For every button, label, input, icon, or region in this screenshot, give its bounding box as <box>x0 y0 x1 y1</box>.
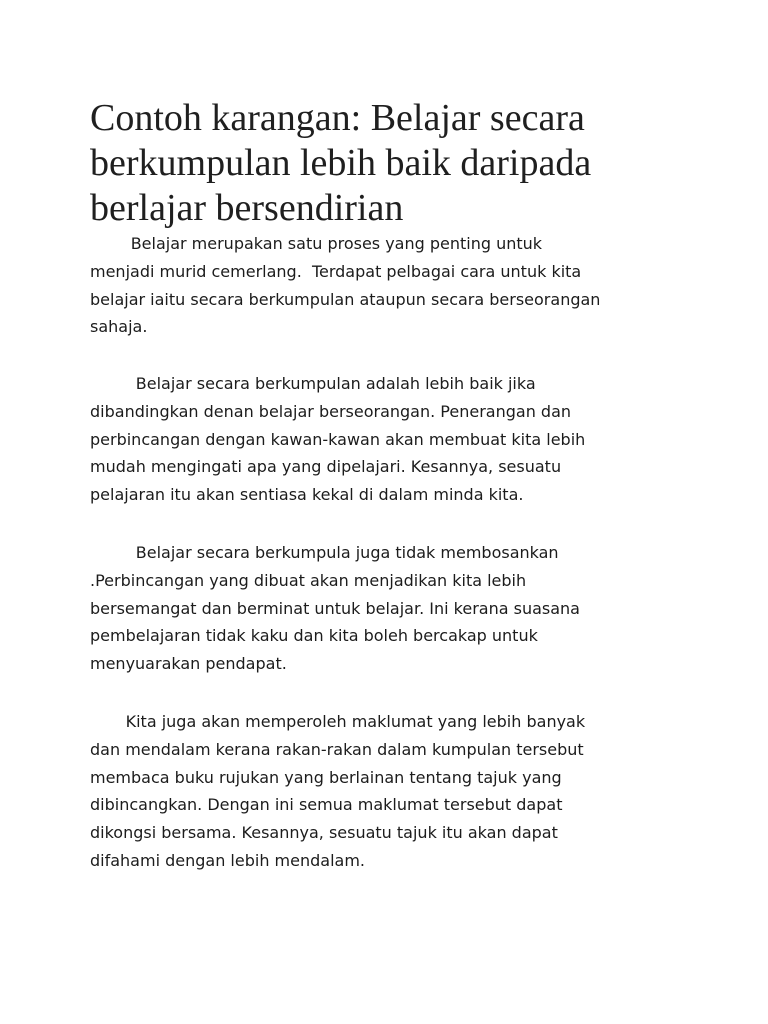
essay-paragraph-1: Belajar merupakan satu proses yang penting untuk menjadi murid cemerlang. Terdapat pelbagai cara untuk kita belajar iaitu secara berkumpulan ataupun secara berseorangan sahaja. <box>90 234 601 337</box>
essay-paragraph-3: Belajar secara berkumpula juga tidak membosankan .Perbincangan yang dibuat akan menjadikan kita lebih bersemangat dan berminat untuk belajar. Ini kerana suasana pembelajaran tidak kaku dan kita boleh bercakap untuk menyuarakan pendapat. <box>90 543 580 674</box>
essay-paragraph-2: Belajar secara berkumpulan adalah lebih baik jika dibandingkan denan belajar berseorangan. Penerangan dan perbincangan dengan kawan-kawan akan membuat kita lebih mudah mengingati apa yang dipelajari. Kesannya, sesuatu pelajaran itu akan sentiasa kekal di dalam minda kita. <box>90 374 586 505</box>
essay-title: Contoh karangan: Belajar secara berkumpulan lebih baik daripada berlajar bersendirian <box>90 97 592 229</box>
essay-paragraph-4: Kita juga akan memperoleh maklumat yang lebih banyak dan mendalam kerana rakan-rakan dalam kumpulan tersebut membaca buku rujukan yang berlainan tentang tajuk yang dibincangkan. Dengan ini semua maklumat tersebut dapat dikongsi bersama. Kesannya, sesuatu tajuk itu akan dapat difahami dengan lebih mendalam. <box>90 712 586 870</box>
